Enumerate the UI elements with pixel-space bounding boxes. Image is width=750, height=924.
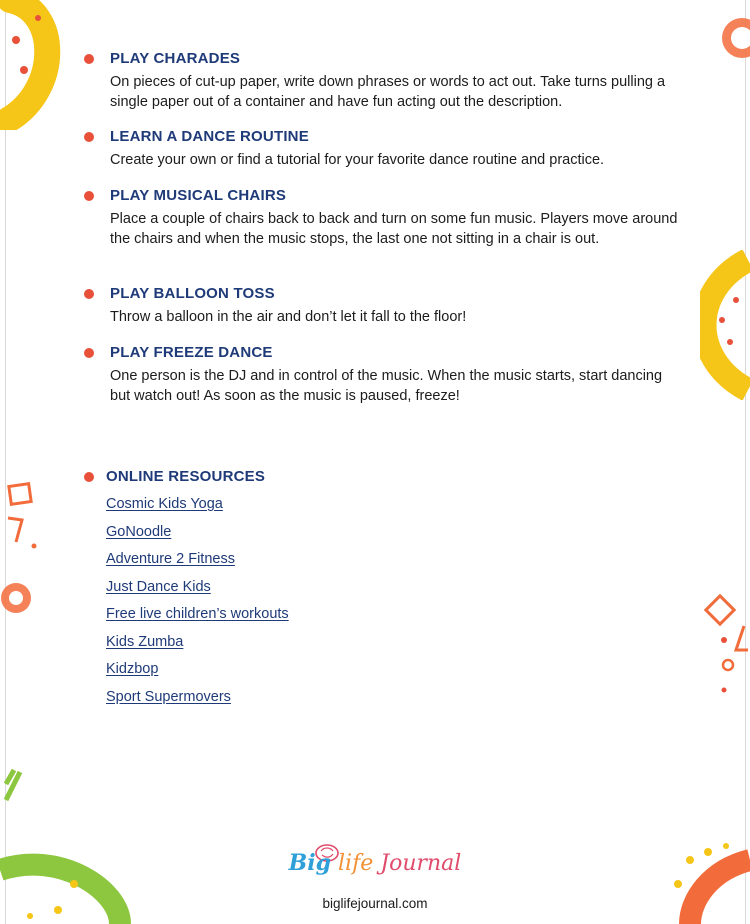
list-item <box>106 660 584 688</box>
orange-circle-top-right-decoration <box>712 10 750 70</box>
bullet-dot-icon <box>84 191 94 201</box>
list-item <box>106 495 584 523</box>
right-geometric-shapes-decoration <box>700 590 750 700</box>
activity-description: Throw a balloon in the air and don’t let it fall to the floor! <box>110 309 467 325</box>
logo-word-journal: Journal <box>380 851 462 876</box>
resource-link-cosmic-kids-yoga[interactable]: Cosmic Kids Yoga <box>106 496 223 512</box>
list-item <box>106 523 584 551</box>
bullet-dot-icon <box>84 54 94 64</box>
activity-title: PLAY MUSICAL CHAIRS <box>110 187 287 204</box>
resource-link-just-dance-kids[interactable]: Just Dance Kids <box>106 578 211 595</box>
resource-link-sport-supermovers[interactable]: Sport Supermovers <box>106 688 231 705</box>
activity-title: PLAY BALLOON TOSS <box>110 285 275 302</box>
activity-play-balloon-toss <box>84 285 684 327</box>
activity-learn-dance-routine <box>84 128 684 170</box>
page-right-edge <box>745 0 746 924</box>
resource-link-gonoodle[interactable]: GoNoodle <box>106 523 172 540</box>
big-life-journal-logo <box>0 850 750 877</box>
list-item <box>106 578 584 606</box>
resource-link-adventure-2-fitness[interactable]: Adventure 2 Fitness <box>106 551 235 567</box>
activity-description: On pieces of cut-up paper, write down phrases or words to act out. Take turns pulling a single paper out of a container and have fun acting out the description. <box>110 74 666 110</box>
logo-word-life: life <box>338 851 374 876</box>
bullet-dot-icon <box>84 132 94 142</box>
yellow-swirl-top-left-decoration <box>0 0 70 130</box>
activity-description: Place a couple of chairs back to back and turn on some fun music. Players move around the chairs and when the music stops, the last one not sitting in a chair is out. <box>110 211 678 247</box>
left-geometric-shapes-decoration <box>0 480 45 630</box>
list-item <box>106 550 584 578</box>
activity-title: PLAY FREEZE DANCE <box>110 344 273 361</box>
bullet-dot-icon <box>84 348 94 358</box>
online-resources-section <box>84 468 584 715</box>
activity-description: One person is the DJ and in control of the music. When the music starts, start dancing but watch out! As soon as the music is paused, freeze! <box>110 368 663 404</box>
online-resources-title: ONLINE RESOURCES <box>106 468 266 485</box>
resource-link-kids-zumba[interactable]: Kids Zumba <box>106 633 184 650</box>
logo-word-big: Big <box>288 850 332 876</box>
activity-title: LEARN A DANCE ROUTINE <box>110 128 309 145</box>
activity-play-charades <box>84 50 684 112</box>
resource-link-free-live-childrens-workouts[interactable]: Free live children’s workouts <box>106 606 289 622</box>
activity-play-musical-chairs <box>84 187 684 249</box>
footer-website: biglifejournal.com <box>322 896 428 911</box>
list-item <box>106 633 584 661</box>
yellow-arc-right-decoration <box>700 250 750 400</box>
bullet-dot-icon <box>84 289 94 299</box>
activity-description: Create your own or find a tutorial for your favorite dance routine and practice. <box>110 152 605 168</box>
list-item <box>106 605 584 633</box>
resource-link-kidzbop[interactable]: Kidzbop <box>106 661 159 677</box>
resource-link-list <box>106 495 584 715</box>
activity-play-freeze-dance <box>84 344 684 406</box>
activity-title: PLAY CHARADES <box>110 50 241 67</box>
list-item <box>106 688 584 716</box>
bullet-dot-icon <box>84 472 94 482</box>
